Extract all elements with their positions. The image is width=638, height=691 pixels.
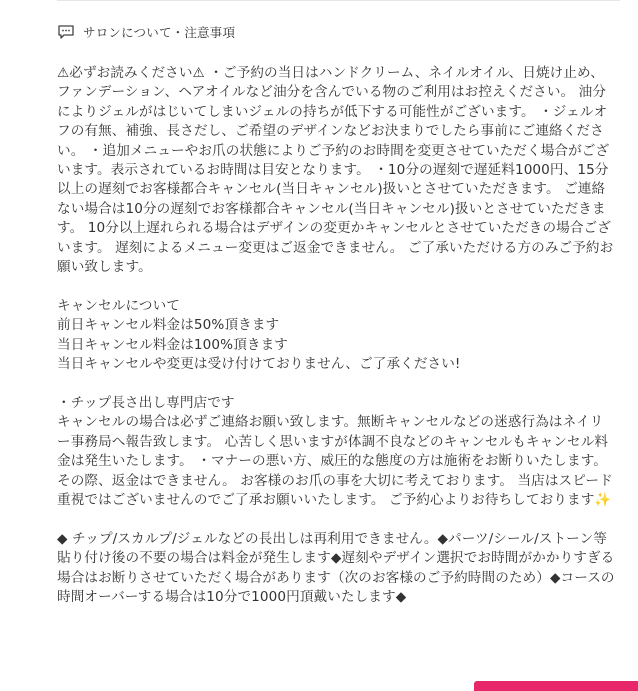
- sparkle-icon: ✨: [594, 491, 612, 508]
- section-title: サロンについて・注意事項: [83, 25, 236, 40]
- section-header: [57, 23, 235, 41]
- extension-note: ◆ チップ/スカルプ/ジェルなどの長出しは再利用できません。◆パーツ/シール/ストーン等貼り付け後の不要の場合は料金が発生します◆遅刻やデザイン選択でお時間がかかりすぎる場合はお断りさせていただく場合があります（次のお客様のご予約時間のため）◆コースの時間オーバーする場合は10分で1000円頂戴いたします◆: [57, 530, 615, 605]
- chip-policy: [57, 394, 617, 510]
- cancel-title: キャンセルについて: [57, 297, 180, 314]
- chip-body: キャンセルの場合は必ずご連絡お願い致します。無断キャンセルなどの迷惑行為はネイリー事務局へ報告致します。 心苦しく思いますが体調不良などのキャンセルもキャンセル料金は発生いたします。 ・マナーの悪い方、威圧的な態度の方は施術をお断りいたします。その際、返金はできません。 お客様のお爪の事を大切に考えております。 当店はスピード重視ではございませんのでご了承お願いいたします。 ご予約心よりお待ちしております: [57, 414, 613, 508]
- notice-body: [57, 64, 617, 627]
- cancel-line: 当日キャンセルや変更は受け付けておりません、ご了承ください!: [57, 356, 461, 373]
- reserve-button[interactable]: [474, 681, 638, 691]
- chat-icon: [57, 24, 75, 40]
- divider: [57, 0, 620, 1]
- cancel-line: 当日キャンセル料金は100%頂きます: [57, 336, 288, 353]
- chip-title: ・チップ長さ出し専門店です: [57, 394, 235, 411]
- notice-paragraph: ⚠必ずお読みください⚠ ・ご予約の当日はハンドクリーム、ネイルオイル、日焼け止め、ファンデーション、ヘアオイルなど油分を含んでいる物のご利用はお控えください。 油分によりジェルがはじいてしまいジェルの持ちが低下する可能性がございます。 ・ジェルオフの有無、補強、長さだし、ご希望のデザインなどお決まりでしたら事前にご連絡ください。 ・追加メニューやお爪の状態によりご予約のお時間を変更させていただく場合がございます。表示されているお時間は目安となります。 ・10分の遅刻で遅延料1000円、15分以上の遅刻でお客様都合キャンセル(当日キャンセル)扱いとさせていただきます。 ご連絡ない場合は10分の遅刻でお客様都合キャンセル(当日キャンセル)扱いとさせていただきます。 10分以上遅れられる場合はデザインの変更かキャンセルとさせていただきの場合ございます。 遅刻によるメニュー変更はご返金できません。 ご了承いただける方のみご予約お願い致します。: [57, 65, 614, 276]
- cancel-policy: [57, 297, 617, 375]
- cancel-line: 前日キャンセル料金は50%頂きます: [57, 317, 280, 334]
